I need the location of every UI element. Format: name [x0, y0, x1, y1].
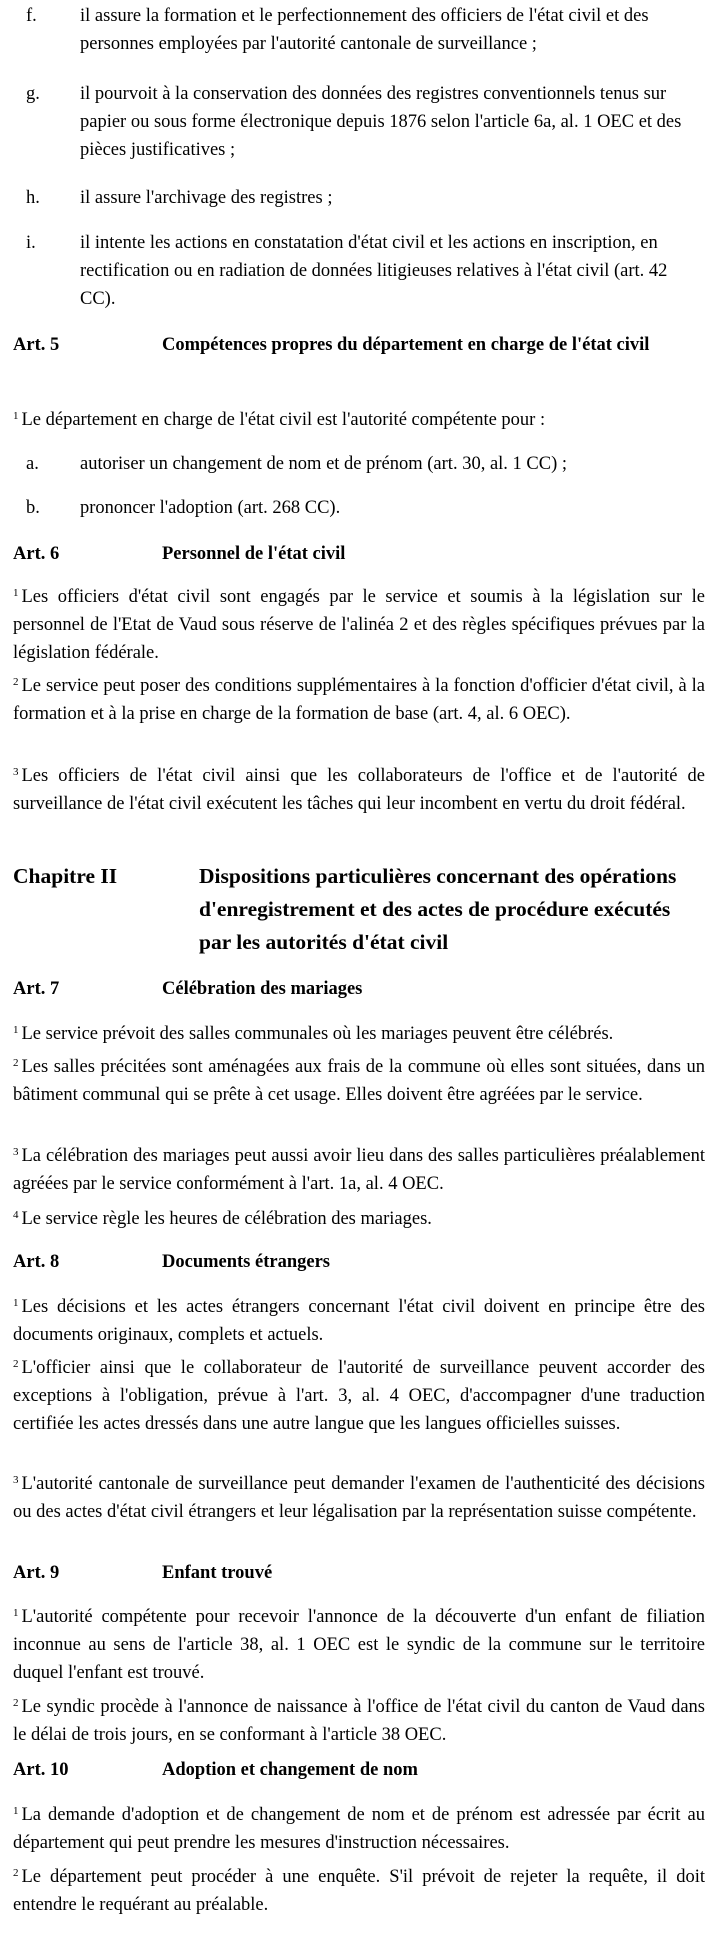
article-title: Compétences propres du département en charge de l'état civil	[162, 335, 650, 355]
list-letter: i.	[26, 233, 36, 253]
article-number: Art. 7	[13, 979, 60, 999]
chapter-number: Chapitre II	[13, 864, 118, 888]
paragraph	[13, 1020, 705, 1048]
paragraph-text: Le service prévoit des salles communales où les mariages peuvent être célébrés.	[21, 1024, 614, 1044]
paragraph-number: 1	[13, 1297, 19, 1309]
paragraph-number: 1	[13, 410, 19, 422]
paragraph-number: 1	[13, 1607, 19, 1619]
article-title: Personnel de l'état civil	[162, 544, 346, 564]
paragraph-number: 1	[13, 587, 19, 599]
list-letter: g.	[26, 84, 40, 104]
list-text: il assure l'archivage des registres ;	[80, 188, 333, 208]
paragraph-text: L'officier ainsi que le collaborateur de l'autorité de surveillance peuvent accorder des exceptions à l'obligation, prévue à l'art. 3, al. 4 OEC, d'accompagner d'une traduction certifiée les actes dressés dans une autre langue que les langues officielles suisses.	[13, 1358, 705, 1434]
list-letter: h.	[26, 188, 40, 208]
list-text: il pourvoit à la conservation des données des registres conventionnels tenus sur papier ou sous forme électronique depuis 1876 selon l'article 6a, al. 1 OEC et des pièces justificatives ;	[80, 84, 682, 160]
list-letter: b.	[26, 498, 40, 518]
list-letter: f.	[26, 6, 37, 26]
paragraph-number: 1	[13, 1024, 19, 1036]
paragraph	[13, 1470, 705, 1526]
paragraph	[13, 1354, 705, 1438]
paragraph-text: Le département peut procéder à une enquête. S'il prévoit de rejeter la requête, il doit entendre le requérant au préalable.	[13, 1867, 705, 1915]
paragraph-number: 2	[13, 1358, 19, 1370]
article-number: Art. 5	[13, 335, 60, 355]
paragraph-text: L'autorité cantonale de surveillance peut demander l'examen de l'authenticité des décisions ou des actes d'état civil étrangers et leur légalisation par la représentation suisse compétente.	[13, 1474, 705, 1522]
paragraph-text: Le département en charge de l'état civil est l'autorité compétente pour :	[21, 410, 546, 430]
paragraph	[13, 1801, 705, 1857]
article-number: Art. 10	[13, 1760, 69, 1780]
article-number: Art. 8	[13, 1252, 60, 1272]
paragraph-number: 2	[13, 1697, 19, 1709]
article-number: Art. 9	[13, 1563, 60, 1583]
article-title: Adoption et changement de nom	[162, 1760, 418, 1780]
paragraph-text: Les décisions et les actes étrangers concernant l'état civil doivent en principe être des documents originaux, complets et actuels.	[13, 1297, 705, 1345]
paragraph	[13, 406, 705, 434]
paragraph-number: 4	[13, 1209, 19, 1221]
paragraph	[13, 1603, 705, 1687]
paragraph	[13, 672, 705, 728]
article-title: Enfant trouvé	[162, 1563, 273, 1583]
article-title: Célébration des mariages	[162, 979, 363, 999]
paragraph-number: 1	[13, 1805, 19, 1817]
paragraph	[13, 1205, 705, 1233]
list-text: il intente les actions en constatation d'état civil et les actions en inscription, en rectification ou en radiation de données litigieuses relatives à l'état civil (art. 42 CC).	[80, 233, 668, 309]
paragraph-text: La demande d'adoption et de changement de nom et de prénom est adressée par écrit au département qui peut prendre les mesures d'instruction nécessaires.	[13, 1805, 705, 1853]
chapter-title: Dispositions particulières concernant des opérations d'enregistrement et des actes de procédure exécutés par les autorités d'état civil	[199, 864, 677, 954]
paragraph-number: 2	[13, 676, 19, 688]
paragraph-text: Les officiers de l'état civil ainsi que les collaborateurs de l'office et de l'autorité de surveillance de l'état civil exécutent les tâches qui leur incombent en vertu du droit fédéral.	[13, 766, 705, 814]
paragraph-text: Le service peut poser des conditions supplémentaires à la fonction d'officier d'état civil, à la formation et à la prise en charge de la formation de base (art. 4, al. 6 OEC).	[13, 676, 705, 724]
list-letter: a.	[26, 454, 39, 474]
paragraph	[13, 1293, 705, 1349]
paragraph-number: 3	[13, 766, 19, 778]
paragraph	[13, 1142, 705, 1198]
paragraph	[13, 1863, 705, 1919]
paragraph	[13, 1693, 705, 1749]
list-text: prononcer l'adoption (art. 268 CC).	[80, 498, 341, 518]
article-number: Art. 6	[13, 544, 60, 564]
paragraph-number: 2	[13, 1057, 19, 1069]
paragraph-text: L'autorité compétente pour recevoir l'annonce de la découverte d'un enfant de filiation inconnue au sens de l'article 38, al. 1 OEC est le syndic de la commune sur le territoire duquel l'enfant est trouvé.	[13, 1607, 705, 1683]
paragraph-text: La célébration des mariages peut aussi avoir lieu dans des salles particulières préalablement agréées par le service conformément à l'art. 1a, al. 4 OEC.	[13, 1146, 705, 1194]
paragraph	[13, 762, 705, 818]
paragraph-number: 3	[13, 1474, 19, 1486]
paragraph	[13, 583, 705, 667]
paragraph-text: Les officiers d'état civil sont engagés par le service et soumis à la législation sur le personnel de l'Etat de Vaud sous réserve de l'alinéa 2 et des règles spécifiques prévues par la législation fédérale.	[13, 587, 705, 663]
article-title: Documents étrangers	[162, 1252, 330, 1272]
paragraph-number: 3	[13, 1146, 19, 1158]
paragraph	[13, 1053, 705, 1109]
list-text: autoriser un changement de nom et de prénom (art. 30, al. 1 CC) ;	[80, 454, 568, 474]
paragraph-number: 2	[13, 1867, 19, 1879]
paragraph-text: Le syndic procède à l'annonce de naissance à l'office de l'état civil du canton de Vaud dans le délai de trois jours, en se conformant à l'article 38 OEC.	[13, 1697, 705, 1745]
list-text: il assure la formation et le perfectionnement des officiers de l'état civil et des personnes employées par l'autorité cantonale de surveillance ;	[80, 6, 649, 54]
paragraph-text: Les salles précitées sont aménagées aux frais de la commune où elles sont situées, dans un bâtiment communal qui se prête à cet usage. Elles doivent être agréées par le service.	[13, 1057, 705, 1105]
paragraph-text: Le service règle les heures de célébration des mariages.	[21, 1209, 432, 1229]
